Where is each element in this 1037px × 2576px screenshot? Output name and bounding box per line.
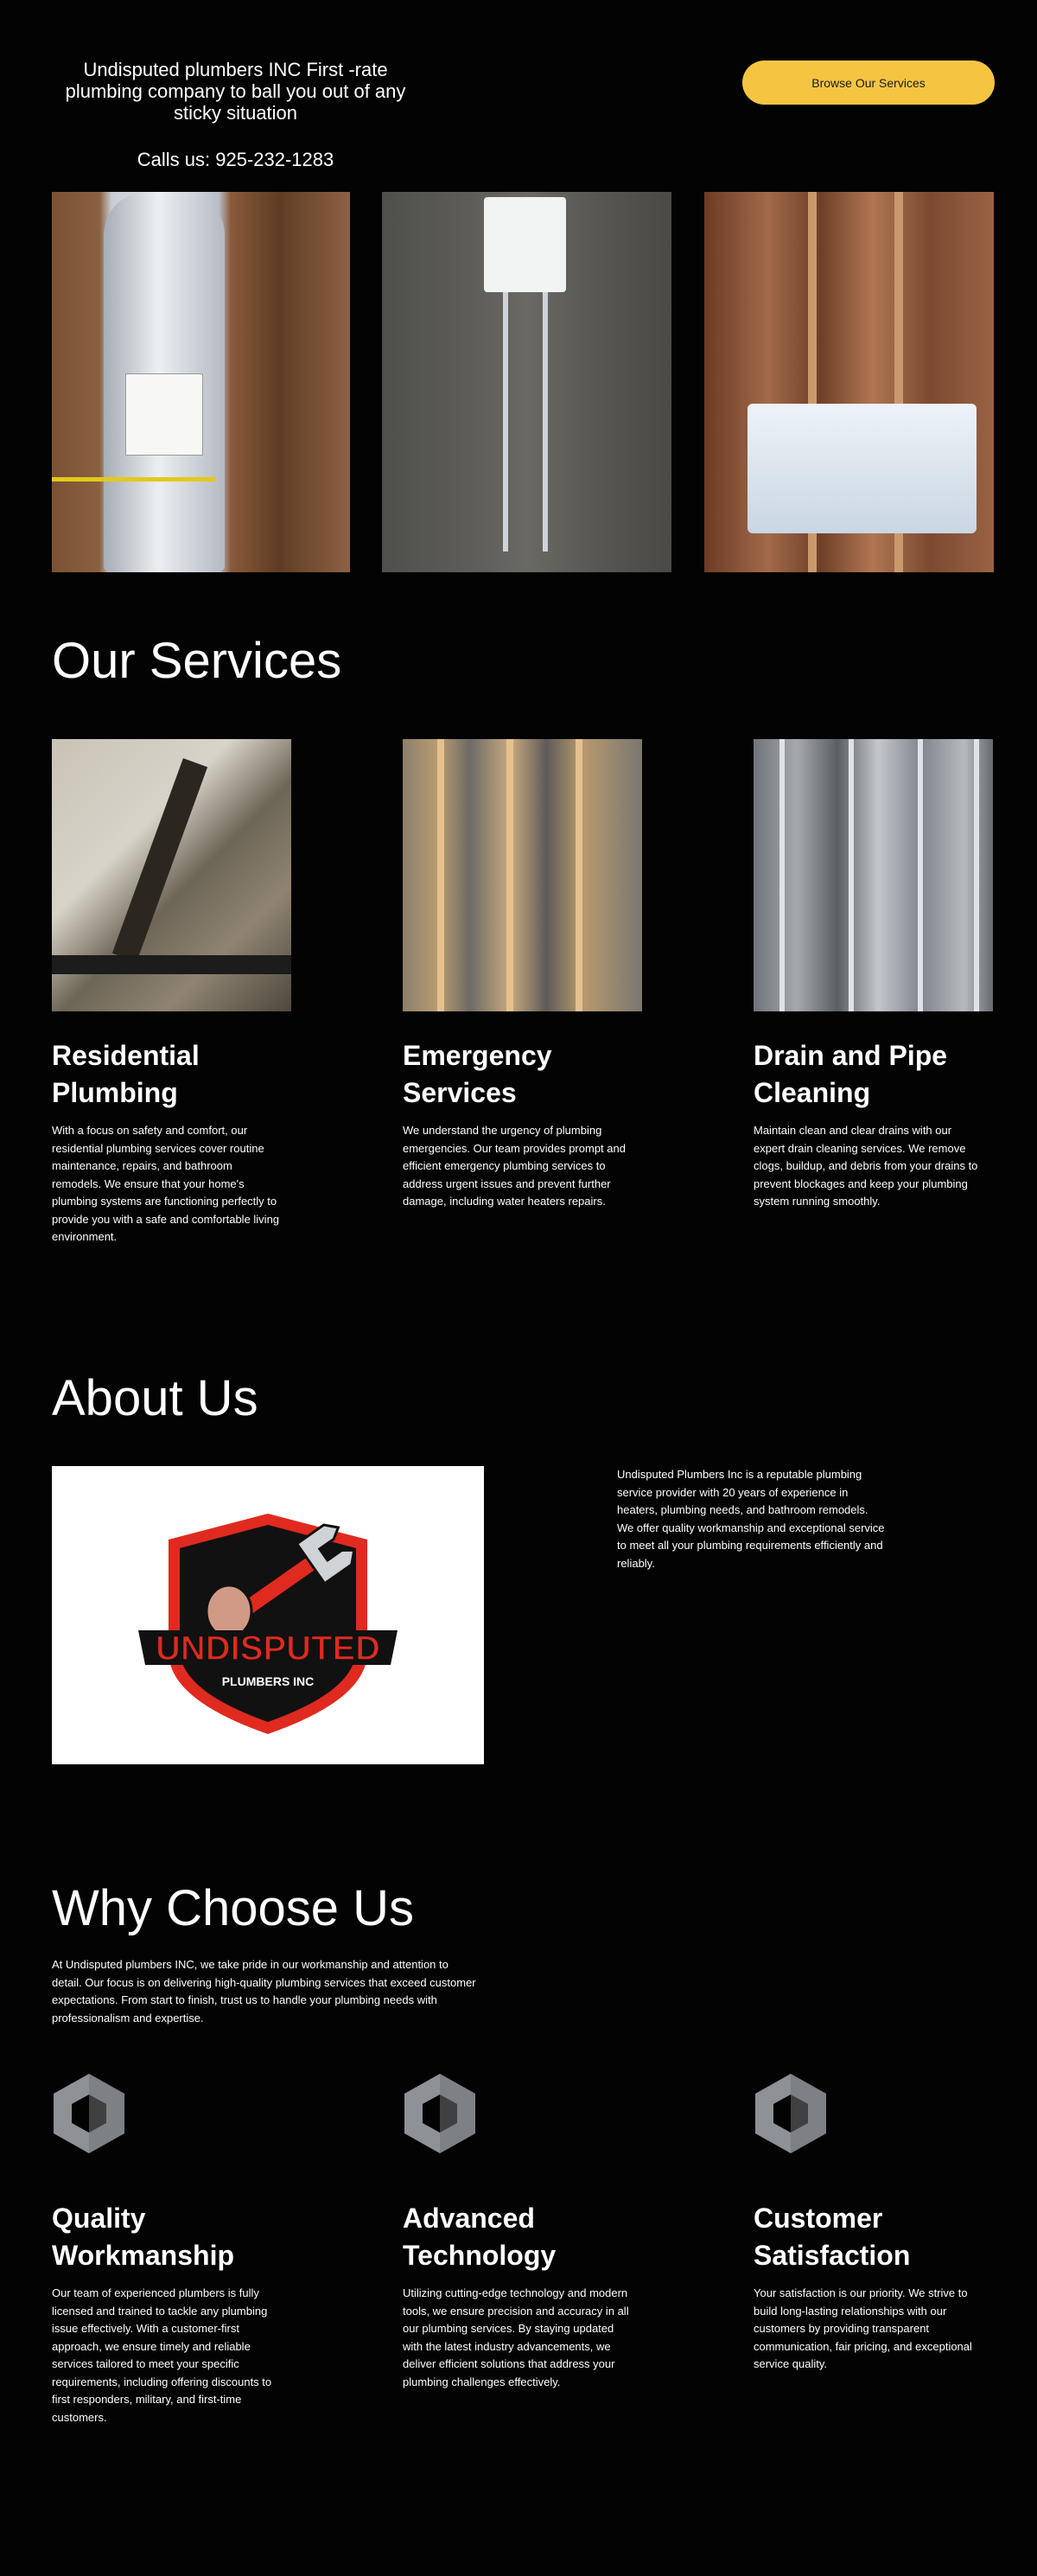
bathtub-shape [748, 404, 977, 533]
why-title-quality: Quality Workmanship [52, 2203, 234, 2271]
wall-stud [576, 739, 582, 1011]
hexagon-icon [754, 2072, 828, 2155]
browse-services-button[interactable]: Browse Our Services [742, 61, 995, 105]
why-title: Why Choose Us [52, 1880, 415, 1936]
tank-label-shape [125, 373, 203, 456]
wall-stud [437, 739, 444, 1011]
residential-plumbing-photo [52, 739, 291, 1011]
drain-cleaning-photo [754, 739, 993, 1011]
phone-number[interactable]: Calls us: 925-232-1283 [137, 149, 334, 170]
heater-unit-shape [484, 197, 566, 292]
about-title: About Us [52, 1370, 258, 1426]
bathtub-install-photo [704, 192, 994, 572]
pipes-shape [503, 292, 548, 552]
metal-stud [849, 739, 854, 1011]
hero-text [52, 59, 419, 171]
why-intro: At Undisputed plumbers INC, we take pride in our workmanship and attention to detail. Our focus is on delivering high-quality plumbing services that exceed customer expectations. From start to finish, trust us to handle your plumbing needs with professionalism and expertise. [52, 1958, 476, 2024]
service-title-residential: Residential Plumbing [52, 1040, 200, 1108]
hero-tagline: Undisputed plumbers INC First -rate plumbing company to ball you out of any sticky situation [65, 59, 406, 124]
water-heater-photo [52, 192, 350, 572]
why-body-technology: Utilizing cutting-edge technology and modern tools, we ensure precision and accuracy in all our plumbing services. By staying updated with the latest industry advancements, we deliver efficient solutions that address your plumbing challenges effectively. [403, 2286, 629, 2388]
emergency-services-photo [403, 739, 642, 1011]
trench-shape [112, 758, 207, 962]
service-title-emergency: Emergency Services [403, 1040, 552, 1108]
service-body-residential: With a focus on safety and comfort, our residential plumbing services cover routine maintenance, repairs, and bathroom remodels. We ensure that your home's plumbing systems are functioning perfectly to provide you with a safe and comfortable living environment. [52, 1124, 280, 1243]
why-body-satisfaction: Your satisfaction is our priority. We strive to build long-lasting relationships with our customers by providing transparent communication, fair pricing, and exceptional service quality. [754, 2286, 972, 2370]
about-body: Undisputed Plumbers Inc is a reputable plumbing service provider with 20 years of experience in heaters, plumbing needs, and bathroom remodels. We offer quality workmanship and exceptional service to meet all your plumbing requirements efficiently and reliably. [617, 1468, 885, 1570]
gas-line-shape [52, 477, 216, 481]
service-body-emergency: We understand the urgency of plumbing emergencies. Our team provides prompt and efficient emergency plumbing services to address urgent issues and prevent further damage, including water heaters repairs. [403, 1124, 626, 1208]
logo-wordmark: UNDISPUTED [155, 1629, 381, 1667]
company-logo-box [52, 1466, 484, 1764]
hexagon-icon [52, 2072, 126, 2155]
service-title-drain: Drain and Pipe Cleaning [754, 1040, 948, 1108]
company-logo [52, 1466, 484, 1764]
logo-subtext: PLUMBERS INC [221, 1674, 315, 1688]
metal-stud [974, 739, 979, 1011]
metal-stud [779, 739, 785, 1011]
wall-stud [506, 739, 513, 1011]
drain-pipe-shape [52, 955, 291, 974]
services-title: Our Services [52, 633, 342, 689]
why-title-satisfaction: Customer Satisfaction [754, 2203, 911, 2271]
tankless-heater-photo [382, 192, 671, 572]
why-title-technology: Advanced Technology [403, 2203, 557, 2271]
hexagon-icon [403, 2072, 477, 2155]
why-body-quality: Our team of experienced plumbers is fully licensed and trained to tackle any plumbing issue effectively. With a customer-first approach, we ensure timely and reliable services tailored to meet your specific requirements, including offering discounts to first responders, military, and first-time customers. [52, 2286, 272, 2424]
service-body-drain: Maintain clean and clear drains with our expert drain cleaning services. We remove clogs, buildup, and debris from your drains to prevent blockages and keep your plumbing system running smoothly. [754, 1124, 978, 1208]
metal-stud [918, 739, 923, 1011]
